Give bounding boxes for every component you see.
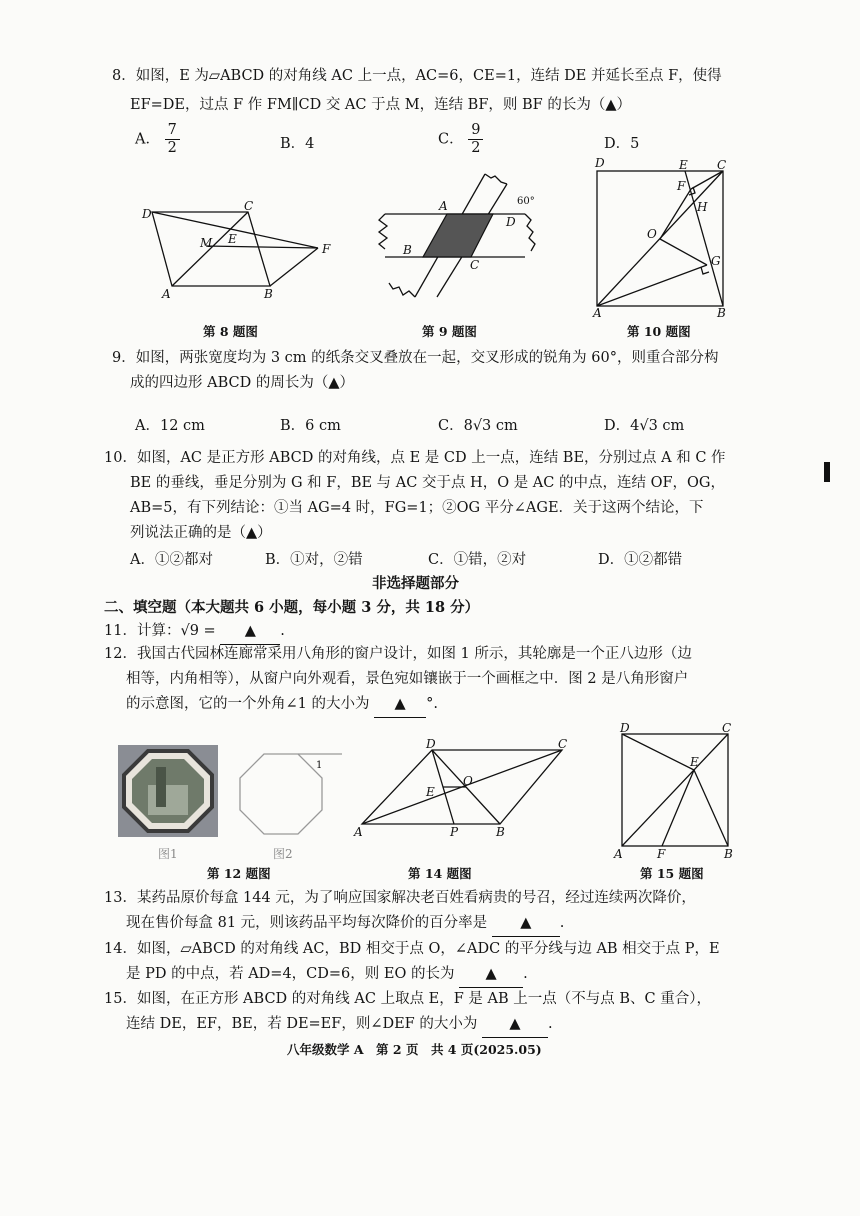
- fig9-label-c: C: [470, 258, 480, 272]
- fig8-label-c: C: [244, 200, 254, 213]
- fig10-label-a: A: [593, 306, 602, 320]
- q10-line3: AB=5，有下列结论：①当 AG=4 时，FG=1；②OG 平分∠AGE．关于这两个结论，下: [130, 500, 704, 516]
- q9-line1: 9．如图，两张宽度均为 3 cm 的纸条交叉叠放在一起，交叉形成的锐角为 60°，则重合部分构: [112, 350, 719, 366]
- section-part-title: 非选择题部分: [372, 575, 459, 592]
- fig15-label-f: F: [657, 847, 666, 860]
- fig10-label-f: F: [677, 179, 686, 193]
- q10-option-d: D．①②都错: [598, 552, 683, 568]
- octagon-window-photo: [118, 745, 218, 837]
- q13-line2: 现在售价每盒 81 元，则该药品平均每次降价的百分率是 ▲ .: [126, 911, 564, 937]
- fig10-label-h: H: [697, 200, 708, 214]
- q9-option-b: B．6 cm: [280, 418, 341, 434]
- figure-12-octagon-diagram: [236, 748, 346, 840]
- figure-12-caption: 第 12 题图: [207, 866, 271, 881]
- q12-answer-blank[interactable]: ▲: [374, 692, 426, 718]
- fig8-label-b: B: [264, 287, 273, 300]
- q15-line2: 连结 DE，EF，BE，若 DE=EF，则∠DEF 的大小为 ▲ .: [126, 1012, 553, 1038]
- q9-option-a: A．12 cm: [135, 418, 205, 434]
- q14-line2: 是 PD 的中点，若 AD=4，CD=6，则 EO 的长为 ▲ .: [126, 962, 528, 988]
- fig15-label-d: D: [620, 721, 630, 735]
- figure-10-diagram: [585, 155, 735, 320]
- octagon-window-icon: [118, 745, 218, 837]
- fig12-sub2-caption: 图2: [273, 847, 293, 861]
- fig15-label-a: A: [614, 847, 623, 860]
- q12-line3: 的示意图，它的一个外角∠1 的大小为 ▲ °.: [126, 692, 438, 718]
- section-2-heading: 二、填空题（本大题共 6 小题，每小题 3 分，共 18 分）: [104, 599, 480, 616]
- fig14-label-a: A: [354, 825, 363, 839]
- fig14-label-o: O: [463, 774, 473, 788]
- q8-option-a: A． $\frac{7}{2}$: [135, 122, 180, 157]
- q11: 11．计算：√9 = ▲ .: [104, 619, 285, 645]
- fig12-angle-label: 1: [316, 760, 323, 771]
- q9-option-d: D．4√3 cm: [604, 418, 685, 434]
- fig10-label-g: G: [711, 254, 721, 268]
- figure-15-diagram: [610, 720, 740, 860]
- q8-option-b: B．4: [280, 136, 315, 152]
- figure-8-caption: 第 8 题图: [203, 324, 258, 339]
- fig14-label-e: E: [426, 785, 435, 799]
- q15-answer-blank[interactable]: ▲: [482, 1012, 548, 1038]
- fig8-label-m: M: [200, 236, 213, 250]
- fig14-label-c: C: [558, 738, 568, 751]
- fig14-label-b: B: [496, 825, 505, 839]
- fig8-label-d: D: [142, 207, 152, 221]
- q8-option-d: D．5: [604, 136, 640, 152]
- fig8-label-a: A: [162, 287, 171, 300]
- fig9-label-b: B: [403, 243, 412, 257]
- q10-line2: BE 的垂线，垂足分别为 G 和 F，BE 与 AC 交于点 H，O 是 AC 的中点，连结 OF，OG，: [130, 475, 726, 491]
- page-footer: 八年级数学 A 第 2 页 共 4 页(2025.05): [287, 1042, 542, 1057]
- q10-line4: 列说法正确的是（▲）: [130, 525, 272, 541]
- fig14-label-p: P: [450, 825, 459, 839]
- fig9-angle-label: 60°: [517, 196, 535, 207]
- fig10-label-o: O: [647, 227, 657, 241]
- q13-line1: 13．某药品原价每盒 144 元，为了响应国家解决老百姓看病贵的号召，经过连续两次降价，: [104, 890, 696, 906]
- fig9-label-a: A: [439, 199, 448, 213]
- q12-line1: 12．我国古代园林连廊常采用八角形的窗户设计，如图 1 所示，其轮廓是一个正八边形（边: [104, 646, 692, 662]
- q13-answer-blank[interactable]: ▲: [492, 911, 560, 937]
- fig12-sub1-caption: 图1: [158, 847, 178, 861]
- fig15-label-b: B: [724, 847, 733, 860]
- figure-14-diagram: [350, 738, 585, 843]
- fig10-label-b: B: [717, 306, 726, 320]
- figure-9-diagram: [375, 172, 545, 302]
- q15-line1: 15．如图，在正方形 ABCD 的对角线 AC 上取点 E，F 是 AB 上一点（不与点 B、C 重合），: [104, 991, 711, 1007]
- fig14-label-d: D: [426, 738, 436, 751]
- q10-option-b: B．①对，②错: [265, 552, 363, 568]
- figure-14-caption: 第 14 题图: [408, 866, 472, 881]
- figure-10-caption: 第 10 题图: [627, 324, 691, 339]
- figure-9-caption: 第 9 题图: [422, 324, 477, 339]
- figure-15-caption: 第 15 题图: [640, 866, 704, 881]
- q11-answer-blank[interactable]: ▲: [220, 619, 280, 645]
- q14-line1: 14．如图，▱ABCD 的对角线 AC，BD 相交于点 O，∠ADC 的平分线与边 AB 相交于点 P，E: [104, 941, 720, 957]
- q9-option-c: C．8√3 cm: [438, 418, 518, 434]
- q10-option-c: C．①错，②对: [428, 552, 527, 568]
- q8-line1: 8．如图，E 为▱ABCD 的对角线 AC 上一点，AC=6，CE=1，连结 DE 并延长至点 F，使得: [112, 68, 722, 84]
- fig10-label-d: D: [595, 156, 605, 170]
- q10-option-a: A．①②都对: [130, 552, 213, 568]
- fig8-label-f: F: [322, 242, 331, 256]
- q8-option-c: C． $\frac{9}{2}$: [438, 122, 483, 157]
- fig15-label-c: C: [722, 721, 732, 735]
- fig15-label-e: E: [690, 755, 699, 769]
- figure-8-diagram: [140, 200, 340, 300]
- margin-mark: [824, 462, 830, 482]
- fig9-label-d: D: [506, 215, 516, 229]
- q12-line2: 相等，内角相等），从窗户向外观看，景色宛如镶嵌于一个画框之中．图 2 是八角形窗户: [126, 671, 689, 687]
- fig8-label-e: E: [228, 232, 237, 246]
- q8-line2: EF=DE，过点 F 作 FM∥CD 交 AC 于点 M，连结 BF，则 BF 的长为（▲）: [130, 97, 631, 113]
- fig10-label-c: C: [717, 158, 727, 172]
- q14-answer-blank[interactable]: ▲: [459, 962, 523, 988]
- q9-line2: 成的四边形 ABCD 的周长为（▲）: [130, 375, 354, 391]
- q10-line1: 10．如图，AC 是正方形 ABCD 的对角线，点 E 是 CD 上一点，连结 BE，分别过点 A 和 C 作: [104, 450, 726, 466]
- fig10-label-e: E: [679, 158, 688, 172]
